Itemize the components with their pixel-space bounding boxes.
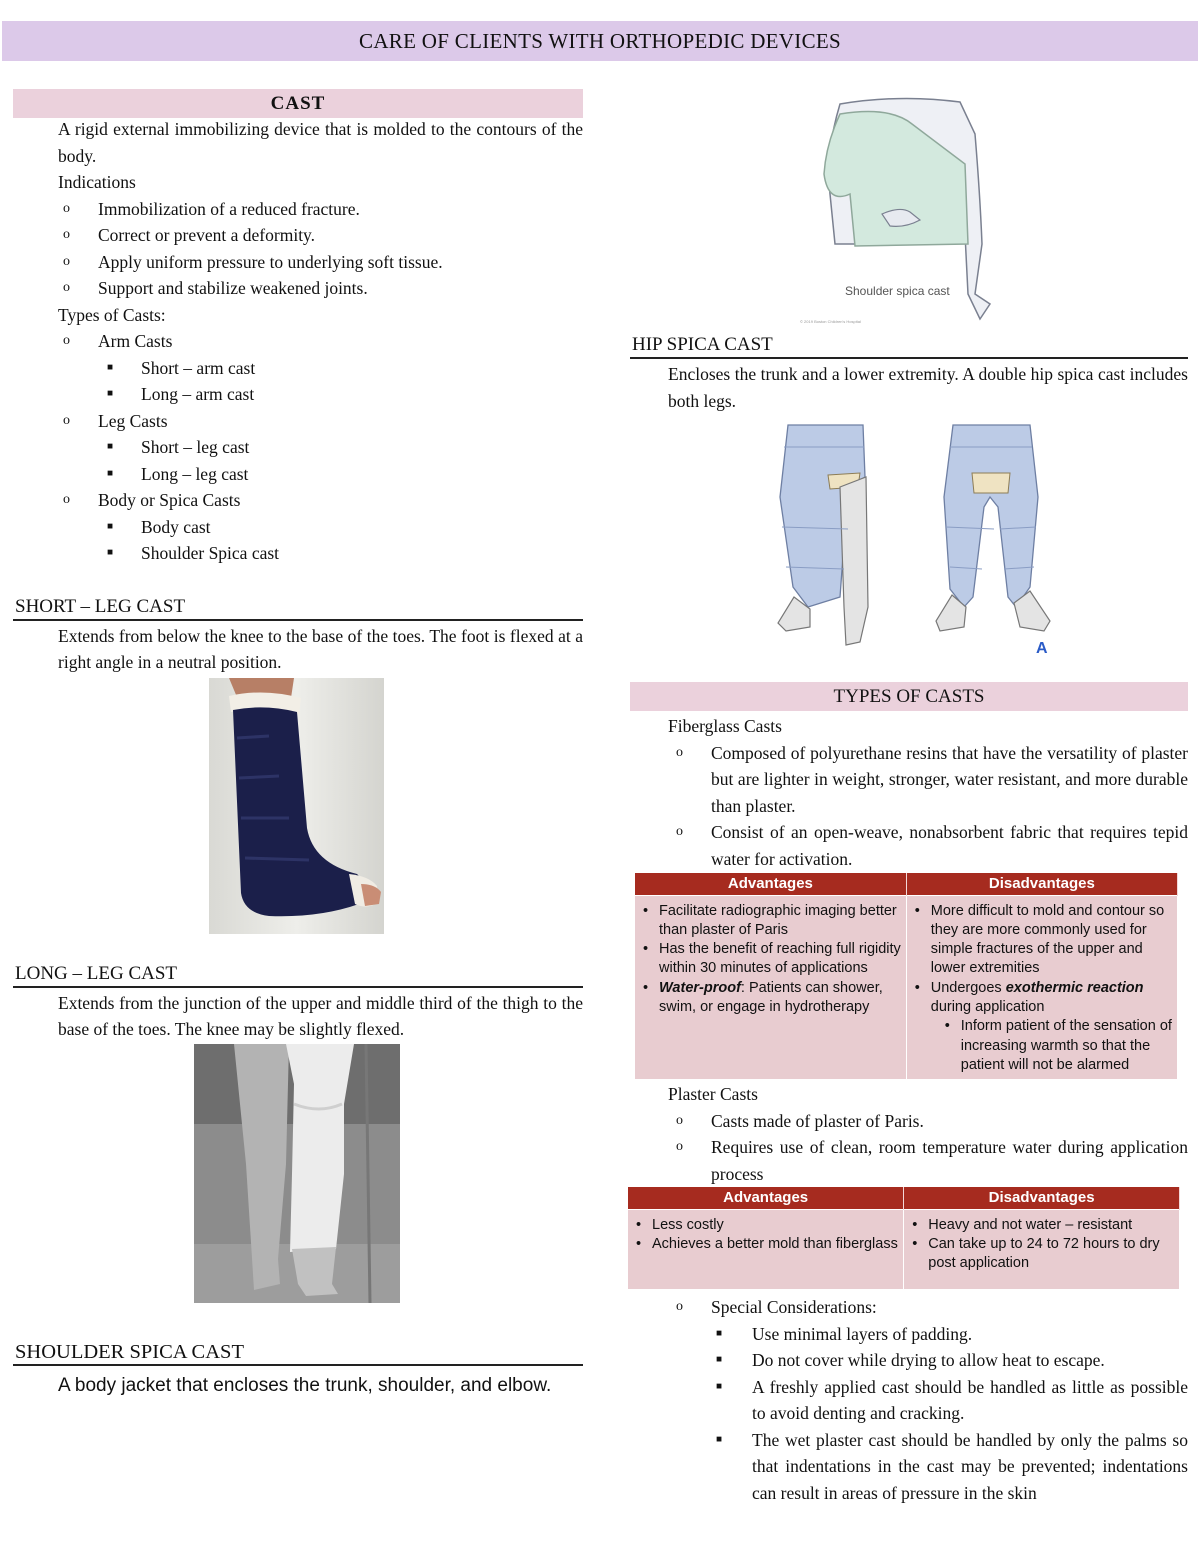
shoulder-spica-illustration bbox=[800, 94, 1010, 328]
fiberglass-disadvantage: • More difficult to mold and contour so they are more commonly used for simple fractures of the upper and lower extremities bbox=[911, 902, 1173, 979]
fiberglass-adv-header: Advantages bbox=[635, 873, 906, 895]
indications-label: Indications bbox=[58, 172, 136, 192]
special-item: ■ The wet plaster cast should be handled by only the palms so that indentations in the cast may be prevented; indentations can result in areas of pressure in the skin bbox=[716, 1429, 1188, 1503]
hip-spica-illustration bbox=[768, 417, 1058, 657]
cast-type-item: o Arm Casts bbox=[63, 331, 173, 351]
plaster-advantage: • Achieves a better mold than fiberglass bbox=[632, 1235, 899, 1254]
cast-subtype-item: ■ Shoulder Spica cast bbox=[107, 543, 280, 563]
shoulder-spica-credit: © 2019 Boston Children's Hospital bbox=[800, 319, 861, 324]
plaster-disadvantage: • Can take up to 24 to 72 hours to dry post application bbox=[908, 1235, 1175, 1274]
fiberglass-disadvantage-sub: • Inform patient of the sensation of increasing warmth so that the patient will not be alarmed bbox=[911, 1017, 1173, 1075]
plaster-advantages-cell bbox=[628, 1209, 904, 1289]
indication-item: o Support and stabilize weakened joints. bbox=[63, 278, 368, 298]
short-leg-cast-photo bbox=[209, 678, 384, 934]
shoulder-spica-caption: Shoulder spica cast bbox=[845, 284, 950, 298]
plaster-dis-header: Disadvantages bbox=[904, 1187, 1180, 1209]
short-leg-text: Extends from below the knee to the base of the toes. The foot is flexed at a right angle in a neutral position. bbox=[58, 625, 583, 672]
types-label: Types of Casts: bbox=[58, 304, 166, 325]
plaster-advantage: • Less costly bbox=[632, 1216, 899, 1235]
long-leg-text: Extends from the junction of the upper and middle third of the thigh to the base of the toes. The knee may be slightly flexed. bbox=[58, 992, 583, 1039]
right-column bbox=[630, 89, 1188, 1506]
fiberglass-table bbox=[635, 873, 1178, 1079]
hip-spica-letter: A bbox=[1036, 640, 1048, 657]
hip-spica-heading: HIP SPICA CAST bbox=[630, 333, 1188, 359]
plaster-disadvantages-cell bbox=[904, 1209, 1180, 1289]
fiberglass-disadvantages-cell bbox=[906, 895, 1177, 1079]
cast-subtype-item: ■ Body cast bbox=[107, 516, 211, 537]
types-of-casts-heading: TYPES OF CASTS bbox=[630, 682, 1188, 711]
fiberglass-advantage: • Facilitate radiographic imaging better than plaster of Paris bbox=[639, 902, 902, 941]
long-leg-heading: LONG – LEG CAST bbox=[13, 962, 583, 988]
indication-item: o Immobilization of a reduced fracture. bbox=[63, 198, 360, 219]
fiberglass-label: Fiberglass Casts bbox=[668, 716, 782, 736]
cast-type-item: o Body or Spica Casts bbox=[63, 490, 241, 510]
indication-item: o Apply uniform pressure to underlying soft tissue. bbox=[63, 251, 443, 272]
fiberglass-advantage: • Water-proof: Patients can shower, swim, or engage in hydrotherapy bbox=[639, 979, 902, 1018]
fiberglass-point: o Consist of an open-weave, nonabsorbent fabric that requires tepid water for activation. bbox=[676, 822, 1188, 869]
plaster-point: o Casts made of plaster of Paris. bbox=[676, 1110, 924, 1131]
fiberglass-point: o Composed of polyurethane resins that have the versatility of plaster but are lighter in weight, stronger, water resistant, and more durable than plaster. bbox=[676, 742, 1188, 816]
fiberglass-advantage: • Has the benefit of reaching full rigidity within 30 minutes of applications bbox=[639, 940, 902, 979]
shoulder-spica-heading: SHOULDER SPICA CAST bbox=[13, 1340, 583, 1366]
special-item: ■ Use minimal layers of padding. bbox=[716, 1323, 973, 1344]
cast-type-item: o Leg Casts bbox=[63, 410, 168, 431]
page-title: CARE OF CLIENTS WITH ORTHOPEDIC DEVICES bbox=[2, 21, 1198, 61]
special-item: ■ A freshly applied cast should be handled as little as possible to avoid denting and cracking. bbox=[716, 1376, 1188, 1424]
cast-heading: CAST bbox=[13, 89, 583, 118]
special-item: ■ Do not cover while drying to allow heat to escape. bbox=[716, 1350, 1105, 1371]
plaster-point: o Requires use of clean, room temperature water during application process bbox=[676, 1137, 1188, 1184]
cast-subtype-item: ■ Short – arm cast bbox=[107, 357, 256, 378]
short-leg-heading: SHORT – LEG CAST bbox=[13, 595, 583, 621]
cast-subtype-item: ■ Long – leg cast bbox=[107, 463, 249, 484]
long-leg-cast-photo bbox=[194, 1044, 400, 1303]
left-column bbox=[13, 89, 583, 1402]
indication-item: o Correct or prevent a deformity. bbox=[63, 225, 316, 245]
cast-subtype-item: ■ Short – leg cast bbox=[107, 437, 250, 457]
cast-definition: A rigid external immobilizing device that is molded to the contours of the body. bbox=[58, 119, 583, 166]
plaster-label: Plaster Casts bbox=[668, 1084, 758, 1105]
plaster-adv-header: Advantages bbox=[628, 1187, 904, 1209]
fiberglass-disadvantage: • Undergoes exothermic reaction during application bbox=[911, 979, 1173, 1018]
special-considerations-label: o Special Considerations: bbox=[676, 1297, 877, 1318]
hip-spica-text: Encloses the trunk and a lower extremity. A double hip spica cast includes both legs. bbox=[668, 364, 1188, 411]
shoulder-spica-text: A body jacket that encloses the trunk, shoulder, and elbow. bbox=[58, 1374, 552, 1396]
cast-subtype-item: ■ Long – arm cast bbox=[107, 384, 255, 404]
fiberglass-advantages-cell bbox=[635, 895, 906, 1079]
fiberglass-dis-header: Disadvantages bbox=[906, 873, 1177, 895]
plaster-table bbox=[628, 1187, 1180, 1289]
plaster-disadvantage: • Heavy and not water – resistant bbox=[908, 1216, 1175, 1235]
